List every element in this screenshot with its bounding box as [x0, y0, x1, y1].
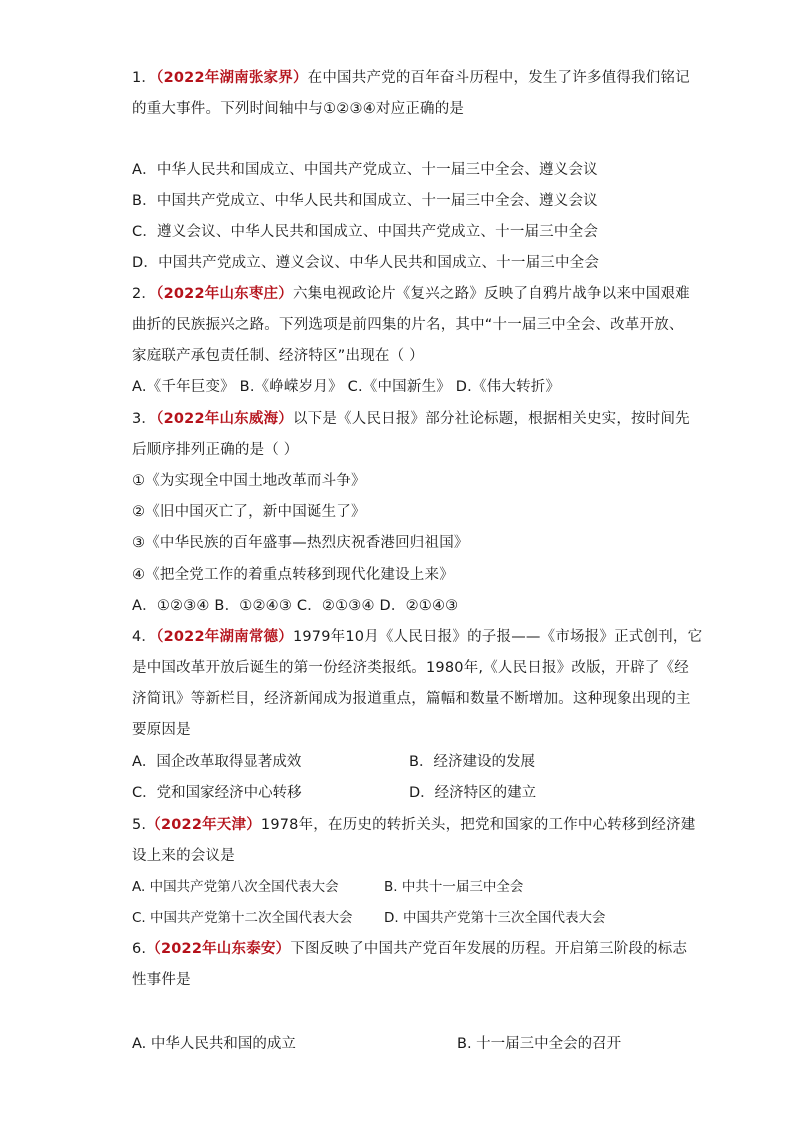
q4-text: 1979年10月《人民日报》的子报——《市场报》正式创刊，它 — [292, 629, 703, 645]
q4-stem-line3: 济简讯》等新栏目，经济新闻成为报道重点，篇幅和数量不断增加。这种现象出现的主 — [132, 691, 691, 707]
q3-number: 3． — [132, 411, 157, 427]
q2-text: 六集电视政论片《复兴之路》反映了自鸦片战争以来中国艰难 — [292, 286, 690, 302]
q5-option-b: B. 中共十一届三中全会 — [384, 879, 524, 895]
q4-stem-line2: 是中国改革开放后诞生的第一份经济类报纸。1980年,《人民日报》改版，开辟了《经 — [132, 660, 690, 676]
q3-item-2: ②《旧中国灭亡了，新中国诞生了》 — [132, 504, 366, 520]
q1-option-d: D．中国共产党成立、遵义会议、中华人民共和国成立、十一届三中全会 — [132, 255, 600, 271]
q6-number: 6. — [132, 941, 147, 957]
q2-stem-line3: 家庭联产承包责任制、经济特区”出现在（ ） — [132, 348, 424, 364]
q6-option-b: B. 十一届三中全会的召开 — [457, 1036, 622, 1052]
q6-stem-line1 — [132, 939, 687, 959]
q4-number: 4． — [132, 629, 157, 645]
q4-option-a: A．国企改革取得显著成效 — [132, 754, 302, 770]
q1-text: 在中国共产党的百年奋斗历程中，发生了许多值得我们铭记 — [307, 70, 690, 86]
q5-option-c: C. 中国共产党第十二次全国代表大会 — [132, 910, 353, 926]
q4-stem-line4: 要原因是 — [132, 722, 191, 738]
q2-source: （2022年山东枣庄） — [156, 286, 293, 302]
q2-stem-line1 — [132, 284, 690, 304]
q3-source: （2022年山东威海） — [156, 411, 293, 427]
q5-source: （2022年天津） — [146, 817, 261, 833]
q1-number: 1． — [132, 70, 157, 86]
q1-source: （2022年湖南张家界） — [156, 70, 308, 86]
q3-stem-line1 — [132, 409, 690, 429]
q3-options: A．①②③④ B．①②④③ C．②①③④ D．②①④③ — [132, 598, 459, 614]
q5-option-d: D. 中国共产党第十三次全国代表大会 — [384, 910, 606, 926]
q1-stem-line1 — [132, 68, 690, 88]
q3-item-4: ④《把全党工作的着重点转移到现代化建设上来》 — [132, 567, 454, 583]
q1-option-c: C．遵义会议、中华人民共和国成立、中国共产党成立、十一届三中全会 — [132, 224, 599, 240]
q3-item-3: ③《中华民族的百年盛事—热烈庆祝香港回归祖国》 — [132, 535, 469, 551]
q5-text: 1978年，在历史的转折关头，把党和国家的工作中心转移到经济建 — [260, 817, 696, 833]
q3-stem-line2: 后顺序排列正确的是（ ） — [132, 442, 299, 458]
q6-stem-line2: 性事件是 — [132, 972, 191, 988]
q4-source: （2022年湖南常德） — [156, 629, 293, 645]
q1-stem-line2: 的重大事件。下列时间轴中与①②③④对应正确的是 — [132, 101, 465, 117]
q6-option-a: A. 中华人民共和国的成立 — [132, 1036, 296, 1052]
q3-text: 以下是《人民日报》部分社论标题，根据相关史实，按时间先 — [292, 411, 690, 427]
q4-option-d: D．经济特区的建立 — [409, 785, 537, 801]
q6-text: 下图反映了中国共产党百年发展的历程。开启第三阶段的标志 — [290, 941, 688, 957]
q2-options: A.《千年巨变》 B.《峥嵘岁月》 C.《中国新生》 D.《伟大转折》 — [132, 379, 561, 395]
q1-option-a: A．中华人民共和国成立、中国共产党成立、十一届三中全会、遵义会议 — [132, 162, 598, 178]
q5-stem-line1 — [132, 815, 696, 835]
q6-source: （2022年山东泰安） — [146, 941, 291, 957]
q4-option-c: C．党和国家经济中心转移 — [132, 785, 302, 801]
q1-option-b: B．中国共产党成立、中华人民共和国成立、十一届三中全会、遵义会议 — [132, 193, 598, 209]
q4-stem-line1 — [132, 627, 702, 647]
q4-option-b: B．经济建设的发展 — [409, 754, 535, 770]
q5-stem-line2: 设上来的会议是 — [132, 848, 235, 864]
q3-item-1: ①《为实现全中国土地改革而斗争》 — [132, 473, 366, 489]
q5-option-a: A. 中国共产党第八次全国代表大会 — [132, 879, 339, 895]
q2-stem-line2: 曲折的民族振兴之路。下列选项是前四集的片名，其中“十一届三中全会、改革开放、 — [132, 317, 684, 333]
q2-number: 2． — [132, 286, 157, 302]
q5-number: 5. — [132, 817, 147, 833]
